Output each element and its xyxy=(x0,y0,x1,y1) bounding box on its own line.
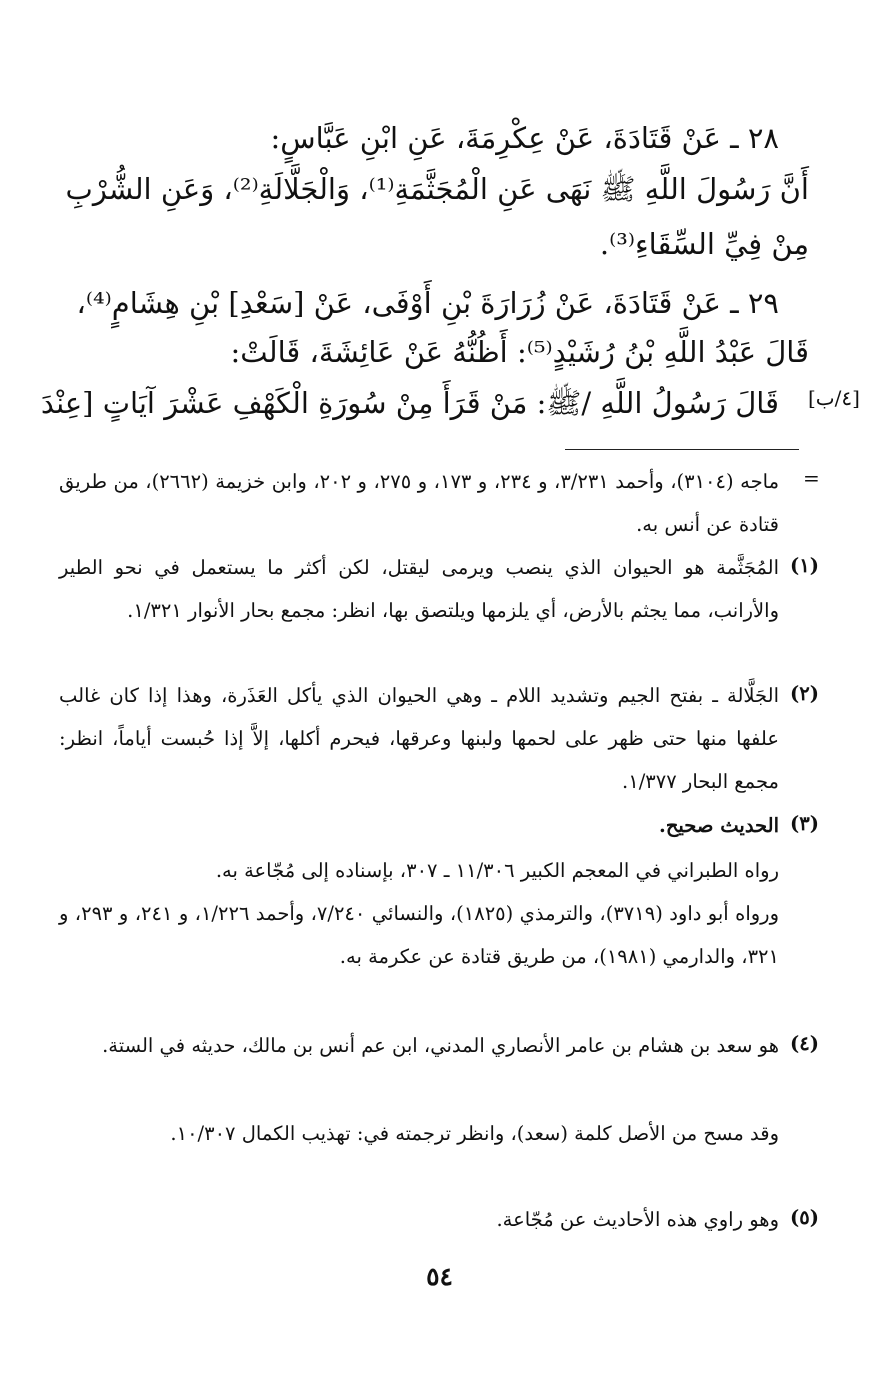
footnote-separator xyxy=(565,449,799,450)
footnote-1: المُجَثَّمة هو الحيوان الذي ينصب ويرمى ليقتل، لكن أكثر ما يستعمل في نحو الطير والأرانب، مما يجثم بالأرض، أي يلزمها ويلتصق بها، انظر: مجمع بحار الأنوار ١/٣٢١. xyxy=(59,556,779,622)
continuation-mark: = xyxy=(803,466,820,490)
footnote-4: هو سعد بن هشام بن عامر الأنصاري المدني، ابن عم أنس بن مالك، حديثه في الستة. xyxy=(102,1034,779,1057)
hadith-29-line-1: ٢٩ ـ عَنْ قَتَادَةَ، عَنْ زُرَارَةَ بْنِ أَوْفَى، عَنْ [سَعْدِ] بْنِ هِشَامٍ⁽⁴⁾، xyxy=(76,286,779,320)
hadith-28-line-3: مِنْ فِيِّ السِّقَاءِ⁽³⁾. xyxy=(599,227,809,261)
page-number: ٥٤ xyxy=(426,1262,453,1291)
manuscript-folio-marker: [٤/ب] xyxy=(808,386,860,410)
footnote-5-number: (٥) xyxy=(790,1206,819,1229)
footnote-2: الجَلَّالة ـ بفتح الجيم وتشديد اللام ـ وهي الحيوان الذي يأكل العَذَرة، وهذا إذا كان غالب علفها منها حتى ظهر على لحمها ولبنها وعرقها، فيحرم أكلها، إلاَّ إذا حُبست أياماً، انظر: مجمع البحار ١/٣٧٧. xyxy=(59,684,779,793)
footnote-4-note: وقد مسح من الأصل كلمة (سعد)، وانظر ترجمته في: تهذيب الكمال ١٠/٣٠٧. xyxy=(170,1122,779,1145)
footnote-5: وهو راوي هذه الأحاديث عن مُجّاعة. xyxy=(496,1208,779,1231)
hadith-29-line-2: قَالَ عَبْدُ اللَّهِ بْنُ رُشَيْدٍ⁽⁵⁾: أَظُنُّهُ عَنْ عَائِشَةَ، قَالَتْ: xyxy=(230,335,809,369)
footnote-continuation: ماجه (٣١٠٤)، وأحمد ٣/٢٣١، و ٢٣٤، و ١٧٣، و ٢٧٥، و ٢٠٢، وابن خزيمة (٢٦٦٢)، من طريق قتادة عن أنس به. xyxy=(59,470,780,536)
hadith-28-line-1: ٢٨ ـ عَنْ قَتَادَةَ، عَنْ عِكْرِمَةَ، عَنِ ابْنِ عَبَّاسٍ: xyxy=(270,121,779,155)
hadith-28-line-2: أَنَّ رَسُولَ اللَّهِ ﷺ نَهَى عَنِ الْمُجَثَّمَةِ⁽¹⁾، وَالْجَلَّالَةِ⁽²⁾، وَعَنِ الشُّرْبِ xyxy=(65,172,809,206)
footnote-2-number: (٢) xyxy=(790,682,819,705)
hadith-29-line-3: قَالَ رَسُولُ اللَّهِ /ﷺ: مَنْ قَرَأَ مِنْ سُورَةِ الْكَهْفِ عَشْرَ آيَاتٍ [عِنْدَ xyxy=(40,386,779,420)
footnote-4-number: (٤) xyxy=(790,1032,819,1055)
footnote-1-number: (١) xyxy=(790,554,819,577)
footnote-3-number: (٣) xyxy=(790,812,819,835)
footnote-3-title: الحديث صحيح. xyxy=(659,814,779,837)
footnote-3-source-a: رواه الطبراني في المعجم الكبير ١١/٣٠٦ ـ ٣٠٧، بإسناده إلى مُجّاعة به. xyxy=(215,859,779,882)
footnote-3-source-b: ورواه أبو داود (٣٧١٩)، والترمذي (١٨٢٥)، والنسائي ٧/٢٤٠، وأحمد ١/٢٢٦، و ٢٤١، و ٢٩٣، و ٣٢١، والدارمي (١٩٨١)، من طريق قتادة عن عكرمة به. xyxy=(59,902,780,968)
